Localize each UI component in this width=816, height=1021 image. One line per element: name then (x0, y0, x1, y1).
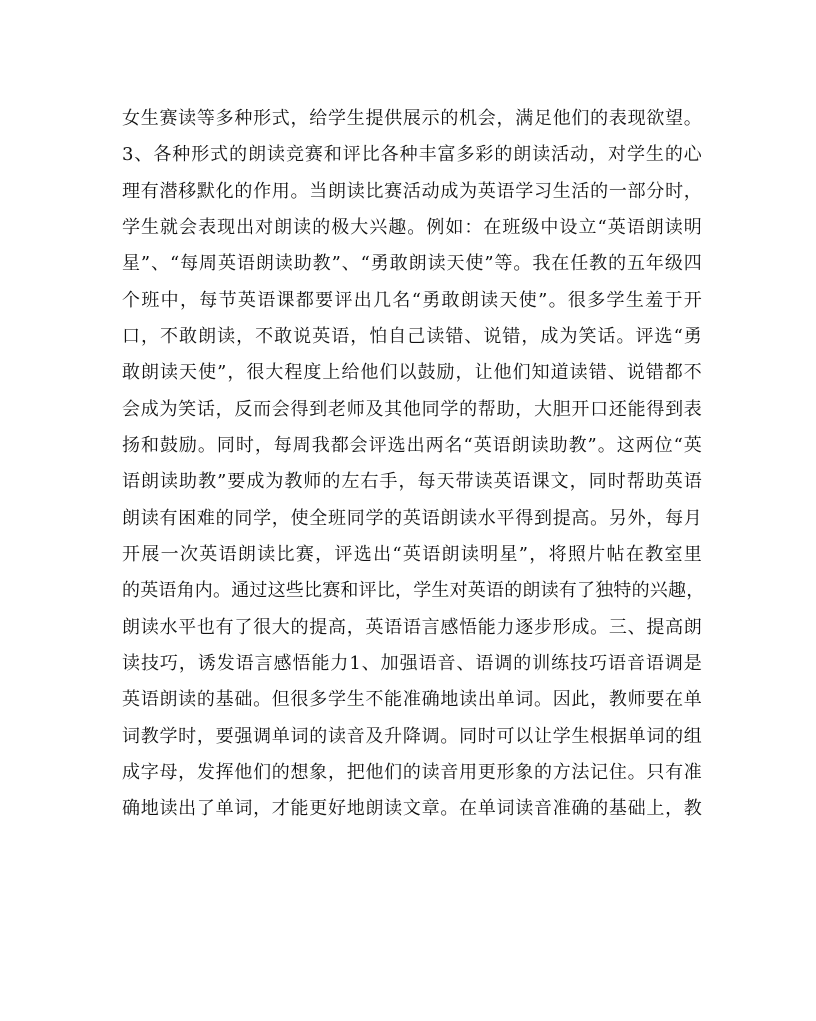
text-line: 确地读出了单词，才能更好地朗读文章。在单词读音准确的基础上，教 (122, 798, 702, 820)
text-line: 会成为笑话，反而会得到老师及其他同学的帮助，大胆开口还能得到表 (122, 398, 702, 420)
text-line: 理有潜移默化的作用。当朗读比赛活动成为英语学习生活的一部分时， (122, 180, 702, 202)
text-line: 学生就会表现出对朗读的极大兴趣。例如：在班级中设立“英语朗读明 (122, 216, 702, 238)
text-line: 读技巧，诱发语言感悟能力1、加强语音、语调的训练技巧语音语调是 (122, 652, 702, 674)
text-line: 语朗读助教”要成为教师的左右手，每天带读英语课文，同时帮助英语 (122, 471, 702, 493)
text-line: 个班中，每节英语课都要评出几名“勇敢朗读天使”。很多学生羞于开 (122, 289, 702, 311)
text-line: 扬和鼓励。同时，每周我都会评选出两名“英语朗读助教”。这两位“英 (122, 434, 702, 456)
text-line: 英语朗读的基础。但很多学生不能准确地读出单词。因此，教师要在单 (122, 689, 702, 711)
body-text (122, 101, 705, 828)
text-line: 成字母，发挥他们的想象，把他们的读音用更形象的方法记住。只有准 (122, 761, 702, 783)
text-line: 的英语角内。通过这些比赛和评比，学生对英语的朗读有了独特的兴趣， (122, 580, 705, 602)
text-line: 女生赛读等多种形式，给学生提供展示的机会，满足他们的表现欲望。 (122, 108, 702, 129)
text-line: 口，不敢朗读，不敢说英语，怕自己读错、说错，成为笑话。评选“勇 (122, 325, 702, 347)
text-line: 开展一次英语朗读比赛，评选出“英语朗读明星”，将照片帖在教室里 (122, 543, 702, 565)
text-line: 3、各种形式的朗读竞赛和评比各种丰富多彩的朗读活动，对学生的心 (122, 144, 702, 166)
text-line: 词教学时，要强调单词的读音及升降调。同时可以让学生根据单词的组 (122, 725, 702, 747)
text-line: 朗读有困难的同学，使全班同学的英语朗读水平得到提高。另外，每月 (122, 507, 702, 529)
text-line: 敢朗读天使”，很大程度上给他们以鼓励，让他们知道读错、说错都不 (122, 362, 702, 384)
text-line: 星”、“每周英语朗读助教”、“勇敢朗读天使”等。我在任教的五年级四 (122, 253, 702, 275)
text-line: 朗读水平也有了很大的提高，英语语言感悟能力逐步形成。三、提高朗 (122, 616, 702, 638)
